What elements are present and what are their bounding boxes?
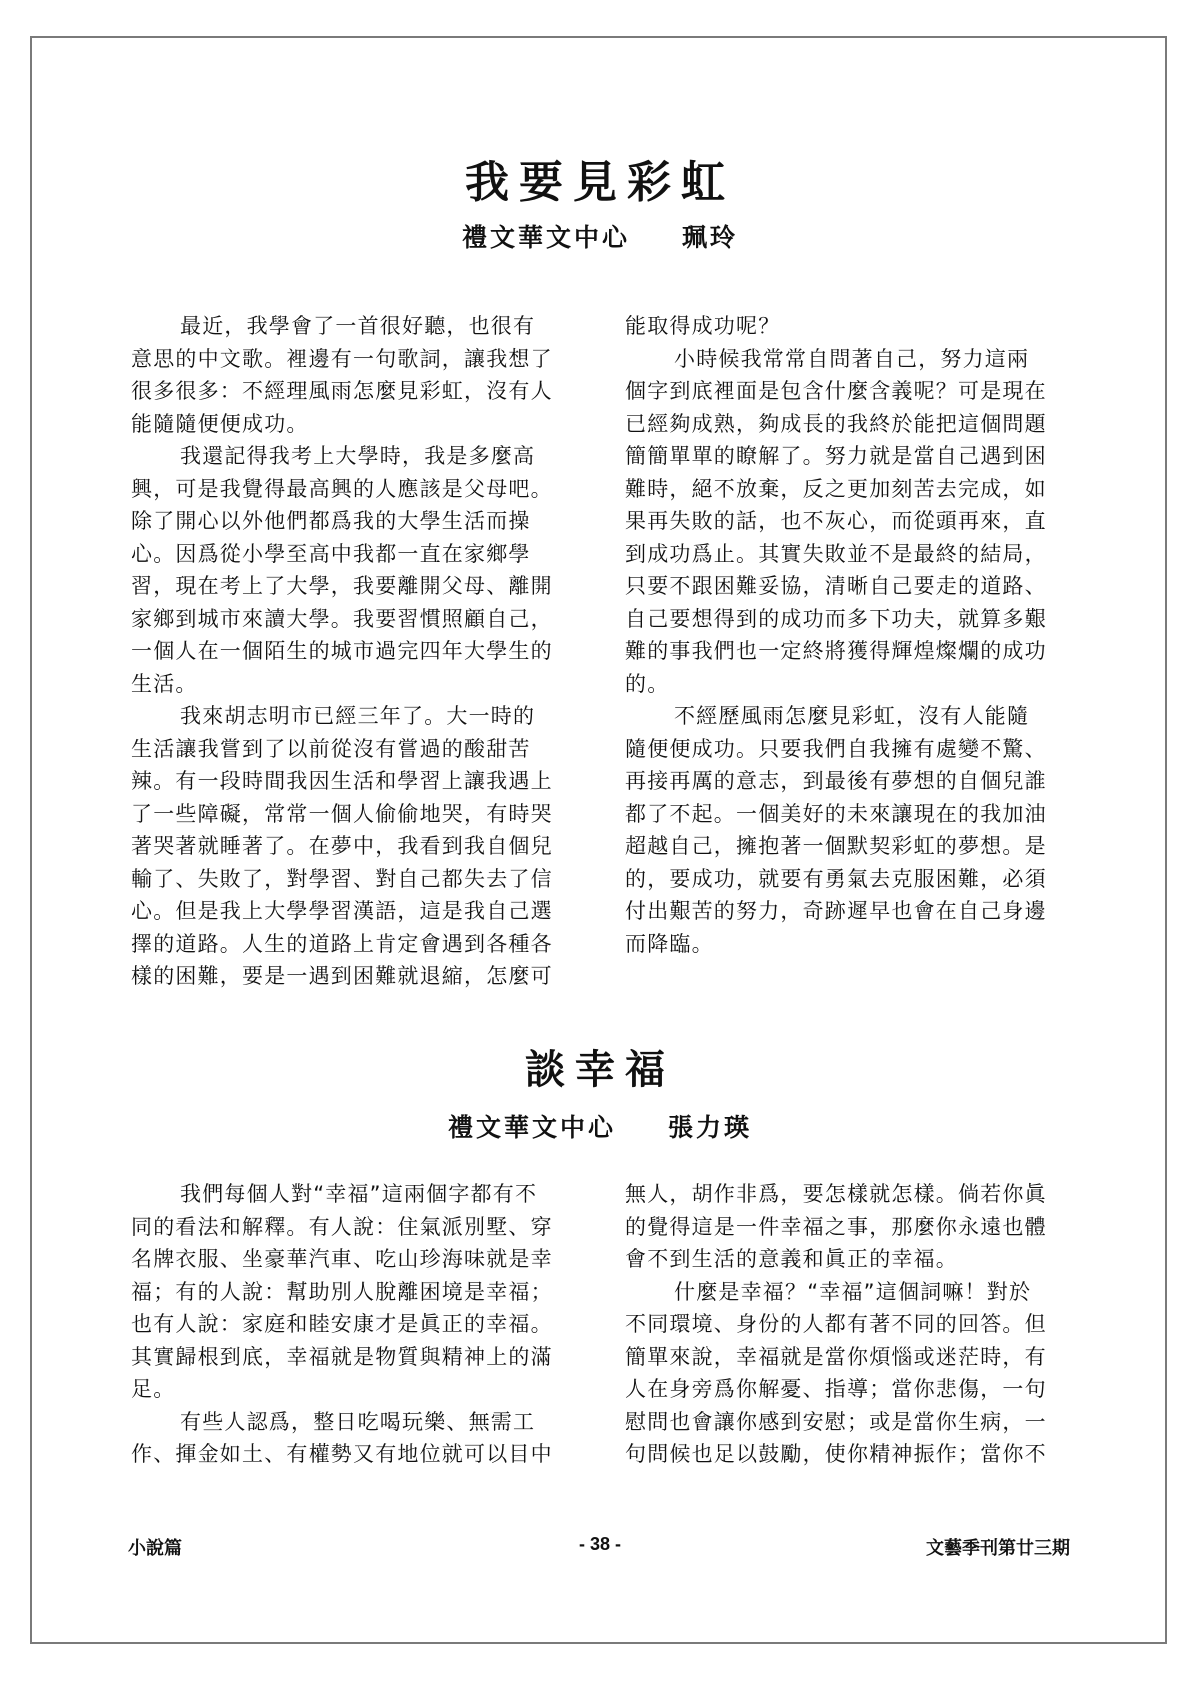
text-line: 習，現在考上了大學，我要離開父母、離開 <box>131 574 553 598</box>
article2-right-column <box>625 1178 1085 1471</box>
article2-left-column <box>131 1178 591 1471</box>
text-line: 有些人認爲，整日吃喝玩樂、無需工 <box>180 1409 536 1434</box>
text-line: 很多很多：不經理風雨怎麼見彩虹，沒有人 <box>131 379 553 403</box>
text-line: 小時候我常常自問著自己，努力這兩 <box>674 346 1030 371</box>
text-line: 其實歸根到底，幸福就是物質與精神上的滿 <box>131 1344 553 1369</box>
text-line: 的，要成功，就要有勇氣去克服困難，必須 <box>625 866 1047 891</box>
text-line: 了一些障礙，常常一個人偷偷地哭，有時哭 <box>131 801 553 826</box>
text-line: 難時，絕不放棄，反之更加刻苦去完成，如 <box>625 476 1047 501</box>
text-line: 不同環境、身份的人都有著不同的回答。但 <box>625 1312 1047 1336</box>
text-line: 意思的中文歌。裡邊有一句歌詞，讓我想了 <box>131 346 553 371</box>
article2-byline-author: 張力瑛 <box>668 1113 753 1142</box>
text-line: 心。但是我上大學學習漢語，這是我自己選 <box>131 899 553 923</box>
article2-title: 談幸福 <box>525 1046 675 1093</box>
text-line: 已經夠成熟，夠成長的我終於能把這個問題 <box>625 411 1047 436</box>
text-line: 人在身旁爲你解憂、指導；當你悲傷，一句 <box>625 1377 1047 1401</box>
text-line: 足。 <box>131 1377 176 1401</box>
text-line: 簡簡單單的瞭解了。努力就是當自己遇到困 <box>625 444 1047 468</box>
text-line: 不經歷風雨怎麼見彩虹，沒有人能隨 <box>674 704 1030 728</box>
text-line: 的覺得這是一件幸福之事，那麼你永遠也體 <box>625 1214 1047 1239</box>
article2-byline <box>0 1108 1200 1144</box>
text-line: 名牌衣服、坐豪華汽車、吃山珍海味就是幸 <box>131 1247 553 1271</box>
text-line: 句問候也足以鼓勵，使你精神振作；當你不 <box>625 1442 1047 1466</box>
text-line: 果再失敗的話，也不灰心，而從頭再來，直 <box>625 509 1047 533</box>
article1-byline-org: 禮文華文中心 <box>461 223 630 252</box>
article1-byline-author: 珮玲 <box>682 223 739 252</box>
article1-byline <box>0 218 1200 254</box>
text-line: 到成功爲止。其實失敗並不是最終的結局， <box>625 541 1047 566</box>
text-line: 慰問也會讓你感到安慰；或是當你生病，一 <box>625 1409 1047 1434</box>
text-line: 都了不起。一個美好的未來讓現在的我加油 <box>625 801 1047 826</box>
text-line: 無人，胡作非爲，要怎樣就怎樣。倘若你眞 <box>625 1182 1047 1206</box>
article1-left-column <box>131 310 591 993</box>
text-line: 擇的道路。人生的道路上肯定會遇到各種各 <box>131 931 553 956</box>
text-line: 簡單來說，幸福就是當你煩惱或迷茫時，有 <box>625 1344 1047 1369</box>
article1-right-column <box>625 310 1085 960</box>
text-line: 家鄉到城市來讀大學。我要習慣照顧自己， <box>131 606 553 631</box>
text-line: 只要不跟困難妥協，清晰自己要走的道路、 <box>625 574 1047 598</box>
text-line: 自己要想得到的成功而多下功夫，就算多艱 <box>625 606 1047 631</box>
text-line: 的。 <box>625 671 670 696</box>
text-line: 我們每個人對“幸福”這兩個字都有不 <box>180 1182 538 1206</box>
text-line: 能隨隨便便成功。 <box>131 411 309 436</box>
text-line: 而降臨。 <box>625 931 714 956</box>
text-line: 付出艱苦的努力，奇跡遲早也會在自己身邊 <box>625 899 1047 923</box>
text-line: 作、揮金如土、有權勢又有地位就可以目中 <box>131 1442 553 1466</box>
text-line: 最近，我學會了一首很好聽，也很有 <box>180 314 536 338</box>
text-line: 一個人在一個陌生的城市過完四年大學生的 <box>131 639 553 663</box>
footer-publication: 文藝季刊第廿三期 <box>926 1538 1070 1558</box>
article2-byline-org: 禮文華文中心 <box>447 1113 616 1142</box>
text-line: 輸了、失敗了，對學習、對自己都失去了信 <box>131 866 553 891</box>
text-line: 超越自己，擁抱著一個默契彩虹的夢想。是 <box>625 834 1047 858</box>
text-line: 能取得成功呢？ <box>625 314 781 338</box>
text-line: 會不到生活的意義和眞正的幸福。 <box>625 1247 958 1271</box>
text-line: 難的事我們也一定終將獲得輝煌燦爛的成功 <box>625 639 1047 663</box>
text-line: 什麼是幸福？“幸福”這個詞嘛！對於 <box>674 1279 1032 1304</box>
text-line: 樣的困難，要是一遇到困難就退縮，怎麼可 <box>131 964 553 988</box>
text-line: 興，可是我覺得最高興的人應該是父母吧。 <box>131 476 553 501</box>
text-line: 再接再厲的意志，到最後有夢想的自個兒誰 <box>625 769 1047 793</box>
text-line: 福；有的人說：幫助別人脫離困境是幸福； <box>131 1279 553 1304</box>
text-line: 我還記得我考上大學時，我是多麼高 <box>180 444 536 468</box>
text-line: 辣。有一段時間我因生活和學習上讓我遇上 <box>131 769 553 793</box>
text-line: 除了開心以外他們都爲我的大學生活而操 <box>131 509 531 533</box>
article1-title: 我要見彩虹 <box>465 157 735 208</box>
text-line: 同的看法和解釋。有人說：住氣派別墅、穿 <box>131 1214 553 1239</box>
text-line: 我來胡志明市已經三年了。大一時的 <box>180 704 536 728</box>
text-line: 著哭著就睡著了。在夢中，我看到我自個兒 <box>131 834 553 858</box>
text-line: 生活讓我嘗到了以前從沒有嘗過的酸甜苦 <box>131 736 531 761</box>
text-line: 生活。 <box>131 671 198 696</box>
text-line: 隨便便成功。只要我們自我擁有處變不驚、 <box>625 736 1047 761</box>
text-line: 個字到底裡面是包含什麼含義呢？可是現在 <box>625 379 1047 403</box>
text-line: 心。因爲從小學至高中我都一直在家鄉學 <box>131 541 531 566</box>
text-line: 也有人說：家庭和睦安康才是眞正的幸福。 <box>131 1312 553 1336</box>
footer-page-number: - 38 - <box>578 1534 621 1554</box>
footer-section: 小說篇 <box>128 1538 182 1558</box>
